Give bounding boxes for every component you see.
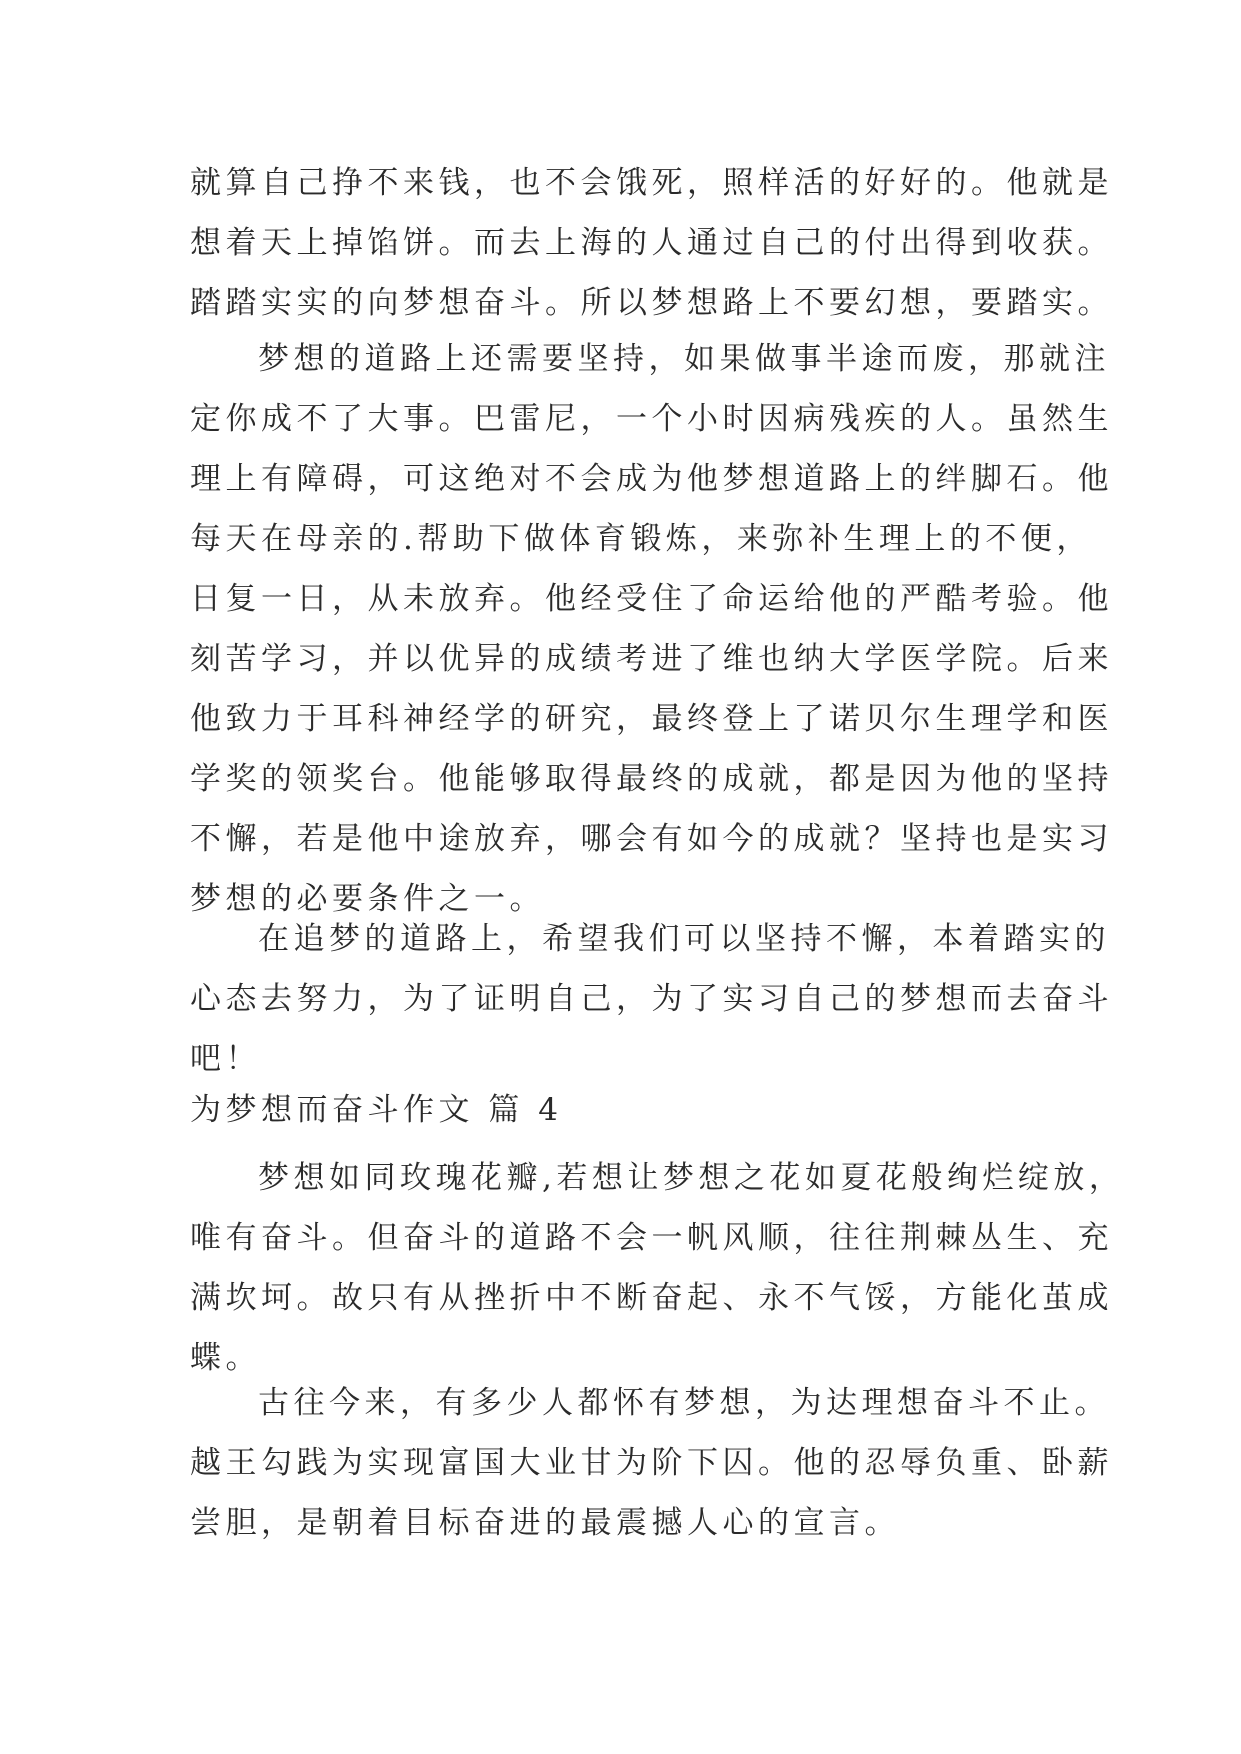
text-line: 日复一日，从未放弃。他经受住了命运给他的严酷考验。他 [190, 581, 1113, 617]
paragraph-3 [190, 909, 1113, 1089]
text-line: 梦想的必要条件之一。 [190, 881, 545, 917]
text-line: 尝胆，是朝着目标奋进的最震撼人心的宣言。 [190, 1505, 900, 1541]
text-line: 梦想的道路上还需要坚持，如果做事半途而废，那就注 [258, 341, 1110, 377]
text-line: 在追梦的道路上，希望我们可以坚持不懈，本着踏实的 [258, 921, 1110, 957]
text-line: 心态去努力，为了证明自己，为了实习自己的梦想而去奋斗 [190, 981, 1113, 1017]
section-heading [190, 1080, 1070, 1140]
text-line: 蝶。 [190, 1340, 261, 1376]
text-line: 学奖的领奖台。他能够取得最终的成就，都是因为他的坚持 [190, 761, 1113, 797]
text-line: 踏踏实实的向梦想奋斗。所以梦想路上不要幻想，要踏实。 [190, 285, 1113, 321]
text-line: 定你成不了大事。巴雷尼，一个小时因病残疾的人。虽然生 [190, 401, 1113, 437]
text-line: 满坎坷。故只有从挫折中不断奋起、永不气馁，方能化茧成 [190, 1280, 1113, 1316]
section-title: 为梦想而奋斗作文 篇 4 [190, 1092, 563, 1128]
text-line: 想着天上掉馅饼。而去上海的人通过自己的付出得到收获。 [190, 225, 1113, 261]
text-line: 吧！ [190, 1041, 261, 1077]
text-line: 越王勾践为实现富国大业甘为阶下囚。他的忍辱负重、卧薪 [190, 1445, 1113, 1481]
text-line: 不懈，若是他中途放弃，哪会有如今的成就？坚持也是实习 [190, 821, 1113, 857]
text-line: 理上有障碍，可这绝对不会成为他梦想道路上的绊脚石。他 [190, 461, 1113, 497]
text-line: 每天在母亲的.帮助下做体育锻炼，来弥补生理上的不便， [190, 521, 1092, 557]
text-line: 梦想如同玫瑰花瓣,若想让梦想之花如夏花般绚烂绽放， [258, 1160, 1125, 1196]
text-line: 唯有奋斗。但奋斗的道路不会一帆风顺，往往荆棘丛生、充 [190, 1220, 1113, 1256]
paragraph-1 [190, 153, 1113, 333]
text-line: 就算自己挣不来钱，也不会饿死，照样活的好好的。他就是 [190, 165, 1113, 201]
paragraph-4 [190, 1148, 1125, 1388]
paragraph-5 [190, 1373, 1113, 1553]
text-line: 刻苦学习，并以优异的成绩考进了维也纳大学医学院。后来 [190, 641, 1113, 677]
text-line: 他致力于耳科神经学的研究，最终登上了诺贝尔生理学和医 [190, 701, 1113, 737]
text-line: 古往今来，有多少人都怀有梦想，为达理想奋斗不止。 [258, 1385, 1110, 1421]
paragraph-2 [190, 329, 1113, 929]
